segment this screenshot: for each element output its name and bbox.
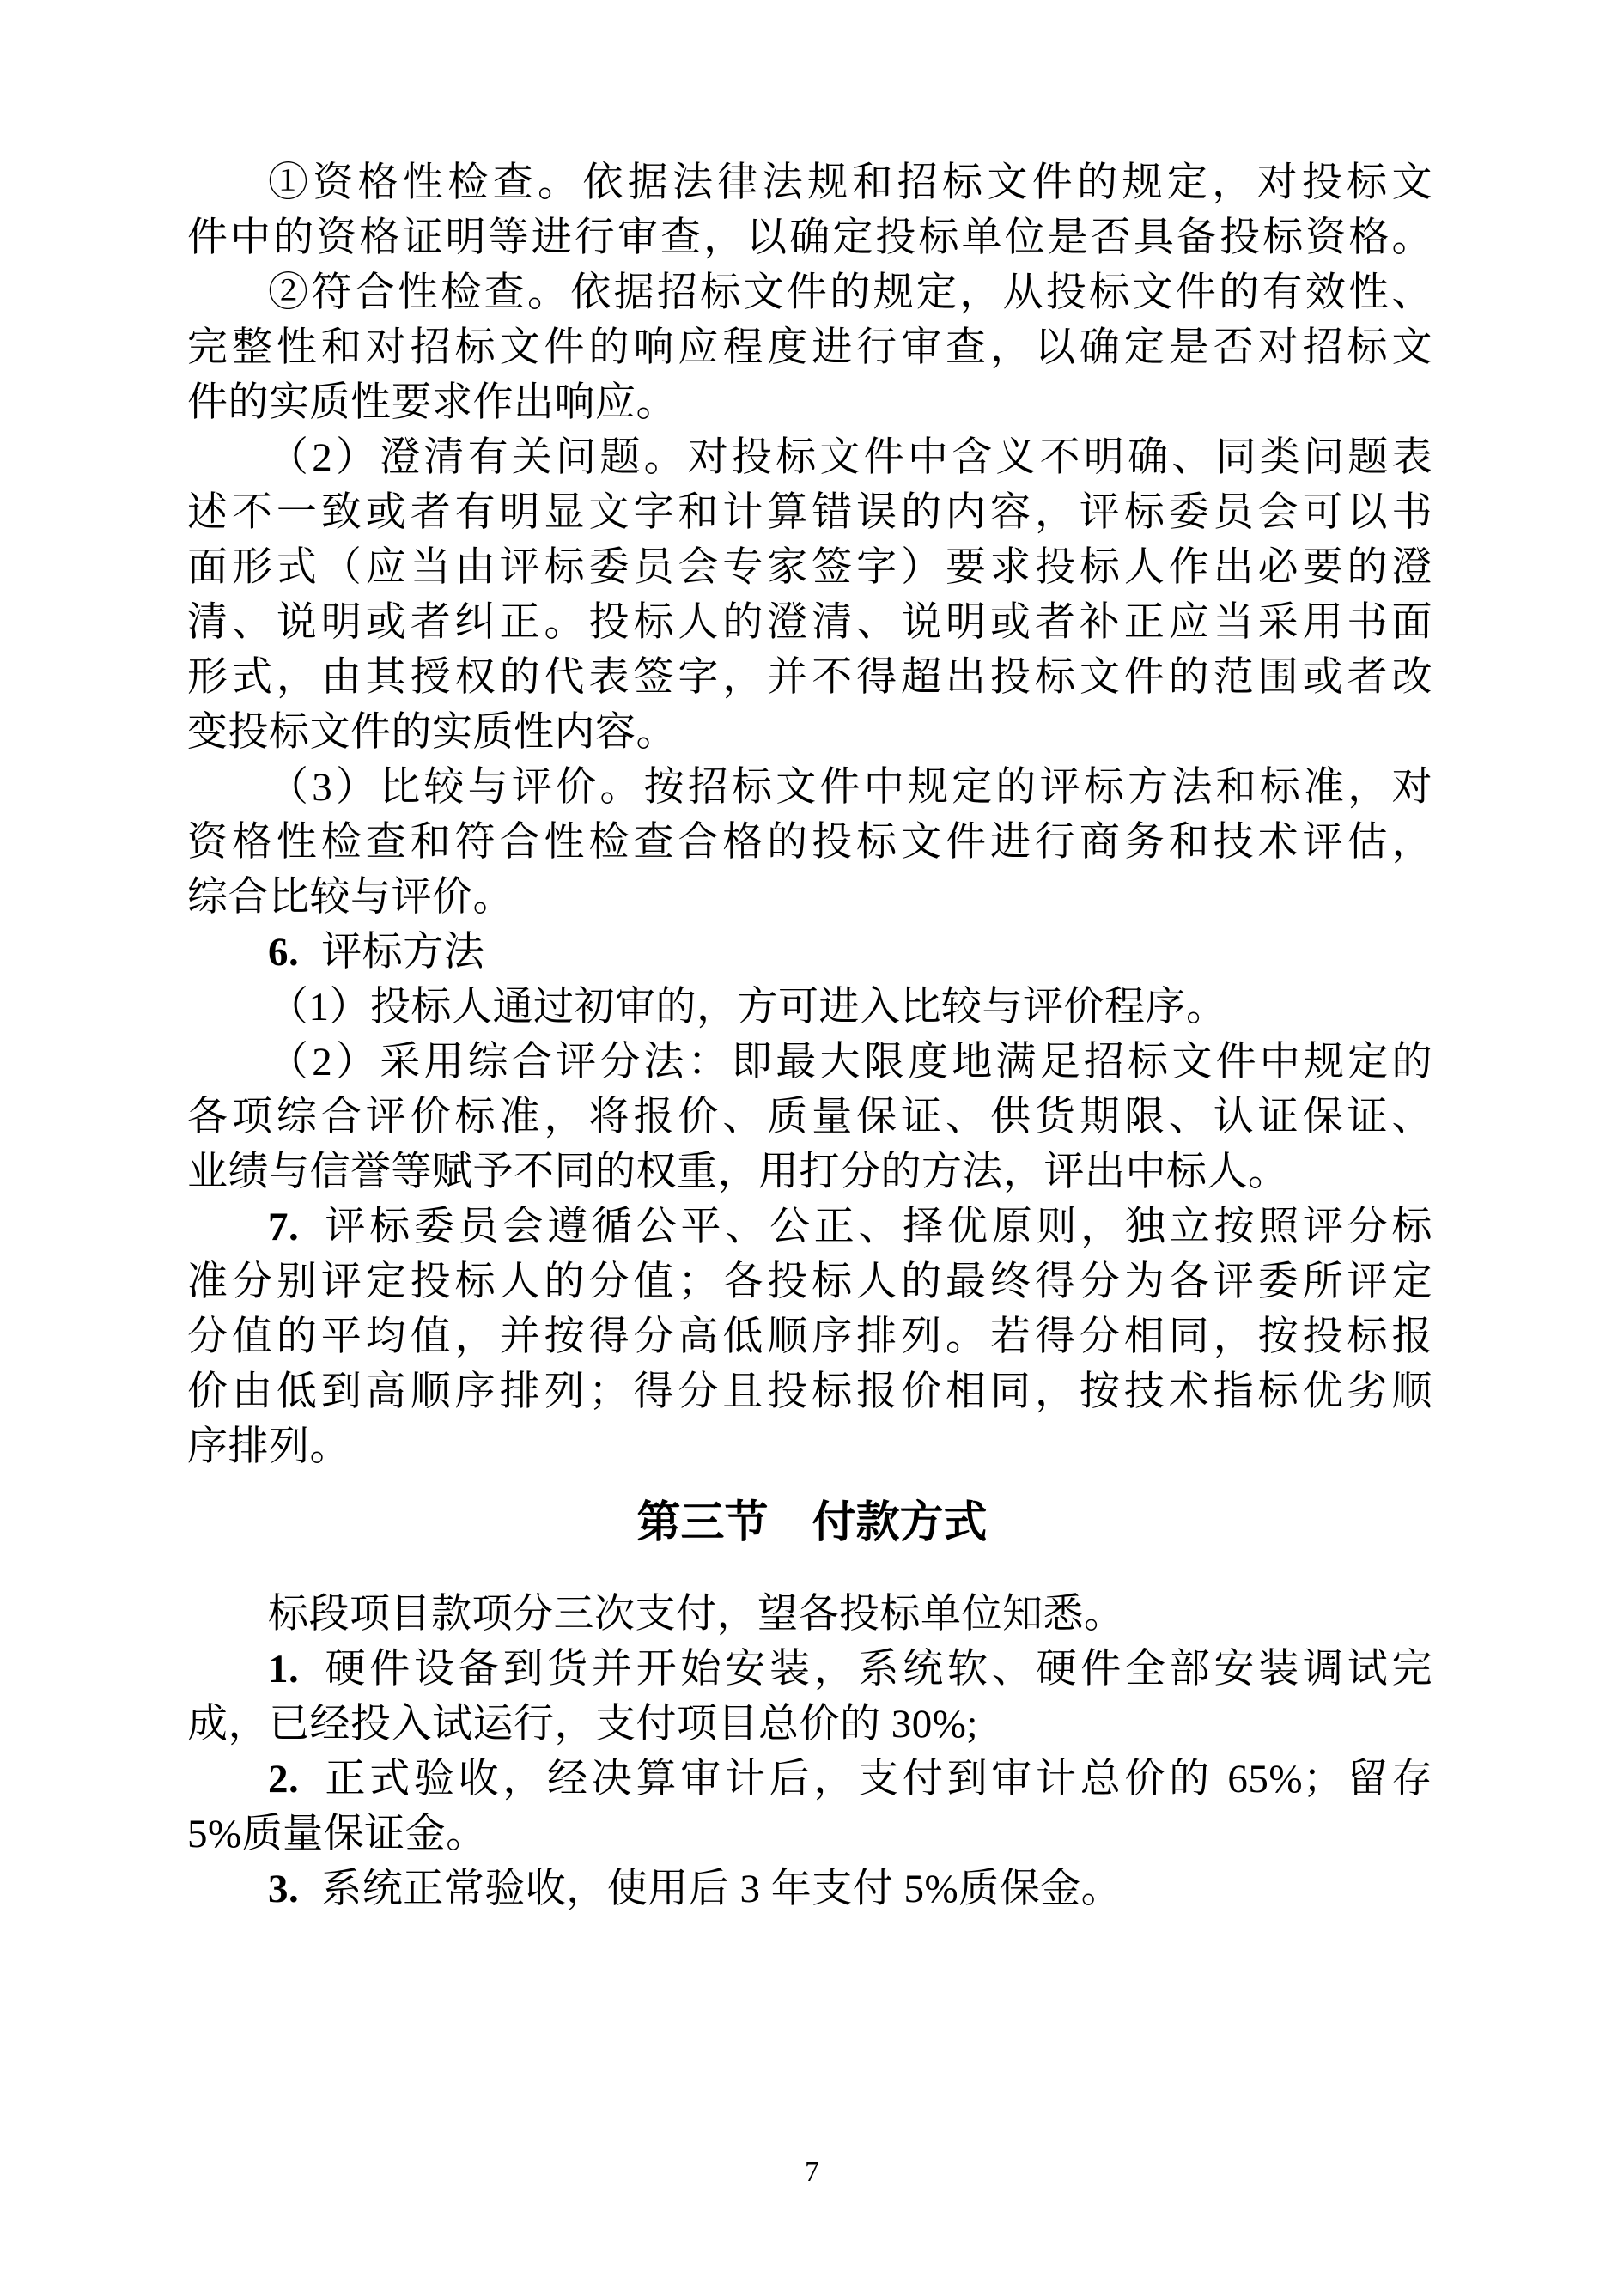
line-text: 述不一致或者有明显文字和计算错误的内容，评标委员会可以书 — [187, 490, 1432, 535]
line-text: 序排列。 — [187, 1424, 350, 1469]
line-text: 系统正常验收，使用后 3 年支付 5%质保金。 — [321, 1867, 1122, 1911]
body-block-1 — [187, 155, 1432, 1474]
text-line — [187, 1309, 1432, 1364]
line-text: 各项综合评价标准，将报价、质量保证、供货期限、认证保证、 — [187, 1095, 1432, 1139]
line-text: 面形式（应当由评标委员会专家签字）要求投标人作出必要的澄 — [187, 545, 1432, 590]
list-item-line — [187, 925, 1432, 980]
text-line — [187, 760, 1432, 815]
list-number: 1. — [268, 1647, 300, 1692]
body-block-2 — [187, 1587, 1432, 1916]
line-text: 评标委员会遵循公平、公正、择优原则，独立按照评分标 — [321, 1205, 1432, 1249]
line-text: 标段项目款项分三次支付，望各投标单位知悉。 — [268, 1592, 1125, 1637]
text-line — [187, 1587, 1432, 1642]
list-item-line — [187, 1642, 1432, 1697]
line-text: 件的实质性要求作出响应。 — [187, 380, 677, 425]
text-line — [187, 815, 1432, 870]
text-line — [187, 980, 1432, 1035]
text-line — [187, 595, 1432, 650]
list-number: 2. — [268, 1757, 300, 1801]
list-number: 6. — [268, 930, 300, 975]
line-text: 评标方法 — [321, 930, 485, 975]
text-line — [187, 1254, 1432, 1309]
page-number: 7 — [805, 2156, 819, 2188]
line-text: ②符合性检查。依据招标文件的规定，从投标文件的有效性、 — [268, 270, 1432, 315]
line-text: 综合比较与评价。 — [187, 875, 514, 920]
text-line — [187, 1090, 1432, 1145]
line-text: 变投标文件的实质性内容。 — [187, 710, 677, 755]
list-item-line — [187, 1752, 1432, 1807]
line-text: 件中的资格证明等进行审查，以确定投标单位是否具备投标资格。 — [187, 216, 1432, 260]
text-line — [187, 650, 1432, 705]
text-line — [187, 375, 1432, 430]
line-text: 分值的平均值，并按得分高低顺序排列。若得分相同，按投标报 — [187, 1315, 1432, 1359]
list-number: 7. — [268, 1205, 300, 1249]
text-line — [187, 155, 1432, 210]
text-line — [187, 1035, 1432, 1090]
line-text: （2）澄清有关问题。对投标文件中含义不明确、同类问题表 — [268, 435, 1432, 480]
text-line — [187, 1419, 1432, 1474]
line-text: 准分别评定投标人的分值；各投标人的最终得分为各评委所评定 — [187, 1260, 1432, 1304]
text-line — [187, 1145, 1432, 1200]
line-text: 价由低到高顺序排列；得分且投标报价相同，按技术指标优劣顺 — [187, 1370, 1432, 1414]
line-text: （1）投标人通过初审的，方可进入比较与评价程序。 — [268, 985, 1227, 1030]
line-text: 硬件设备到货并开始安装，系统软、硬件全部安装调试完 — [321, 1647, 1432, 1692]
line-text: （3）比较与评价。按招标文件中规定的评标方法和标准，对 — [268, 765, 1432, 810]
text-line — [187, 210, 1432, 265]
text-line — [187, 485, 1432, 540]
text-line — [187, 870, 1432, 925]
text-line — [187, 1364, 1432, 1419]
line-text: 形式，由其授权的代表签字，并不得超出投标文件的范围或者改 — [187, 655, 1432, 700]
line-text: 业绩与信誉等赋予不同的权重，用打分的方法，评出中标人。 — [187, 1150, 1289, 1194]
list-item-line — [187, 1862, 1432, 1916]
text-line — [187, 1807, 1432, 1862]
line-text: 5%质量保证金。 — [187, 1812, 487, 1856]
text-line — [187, 430, 1432, 485]
text-line — [187, 540, 1432, 595]
line-text: 清、说明或者纠正。投标人的澄清、说明或者补正应当采用书面 — [187, 600, 1432, 645]
line-text: ①资格性检查。依据法律法规和招标文件的规定，对投标文 — [268, 161, 1432, 205]
list-number: 3. — [268, 1867, 300, 1911]
text-line — [187, 1697, 1432, 1752]
section-heading: 第三节 付款方式 — [636, 1497, 988, 1546]
line-text: 成，已经投入试运行，支付项目总价的 30%; — [187, 1702, 978, 1746]
line-text: 资格性检查和符合性检查合格的投标文件进行商务和技术评估， — [187, 820, 1432, 865]
line-text: 正式验收，经决算审计后，支付到审计总价的 65%；留存 — [321, 1757, 1432, 1801]
text-line — [187, 265, 1432, 320]
line-text: （2）采用综合评分法：即最大限度地满足招标文件中规定的 — [268, 1040, 1432, 1084]
text-line — [187, 320, 1432, 375]
list-item-line — [187, 1200, 1432, 1254]
line-text: 完整性和对招标文件的响应程度进行审查，以确定是否对招标文 — [187, 325, 1432, 370]
text-line — [187, 705, 1432, 760]
